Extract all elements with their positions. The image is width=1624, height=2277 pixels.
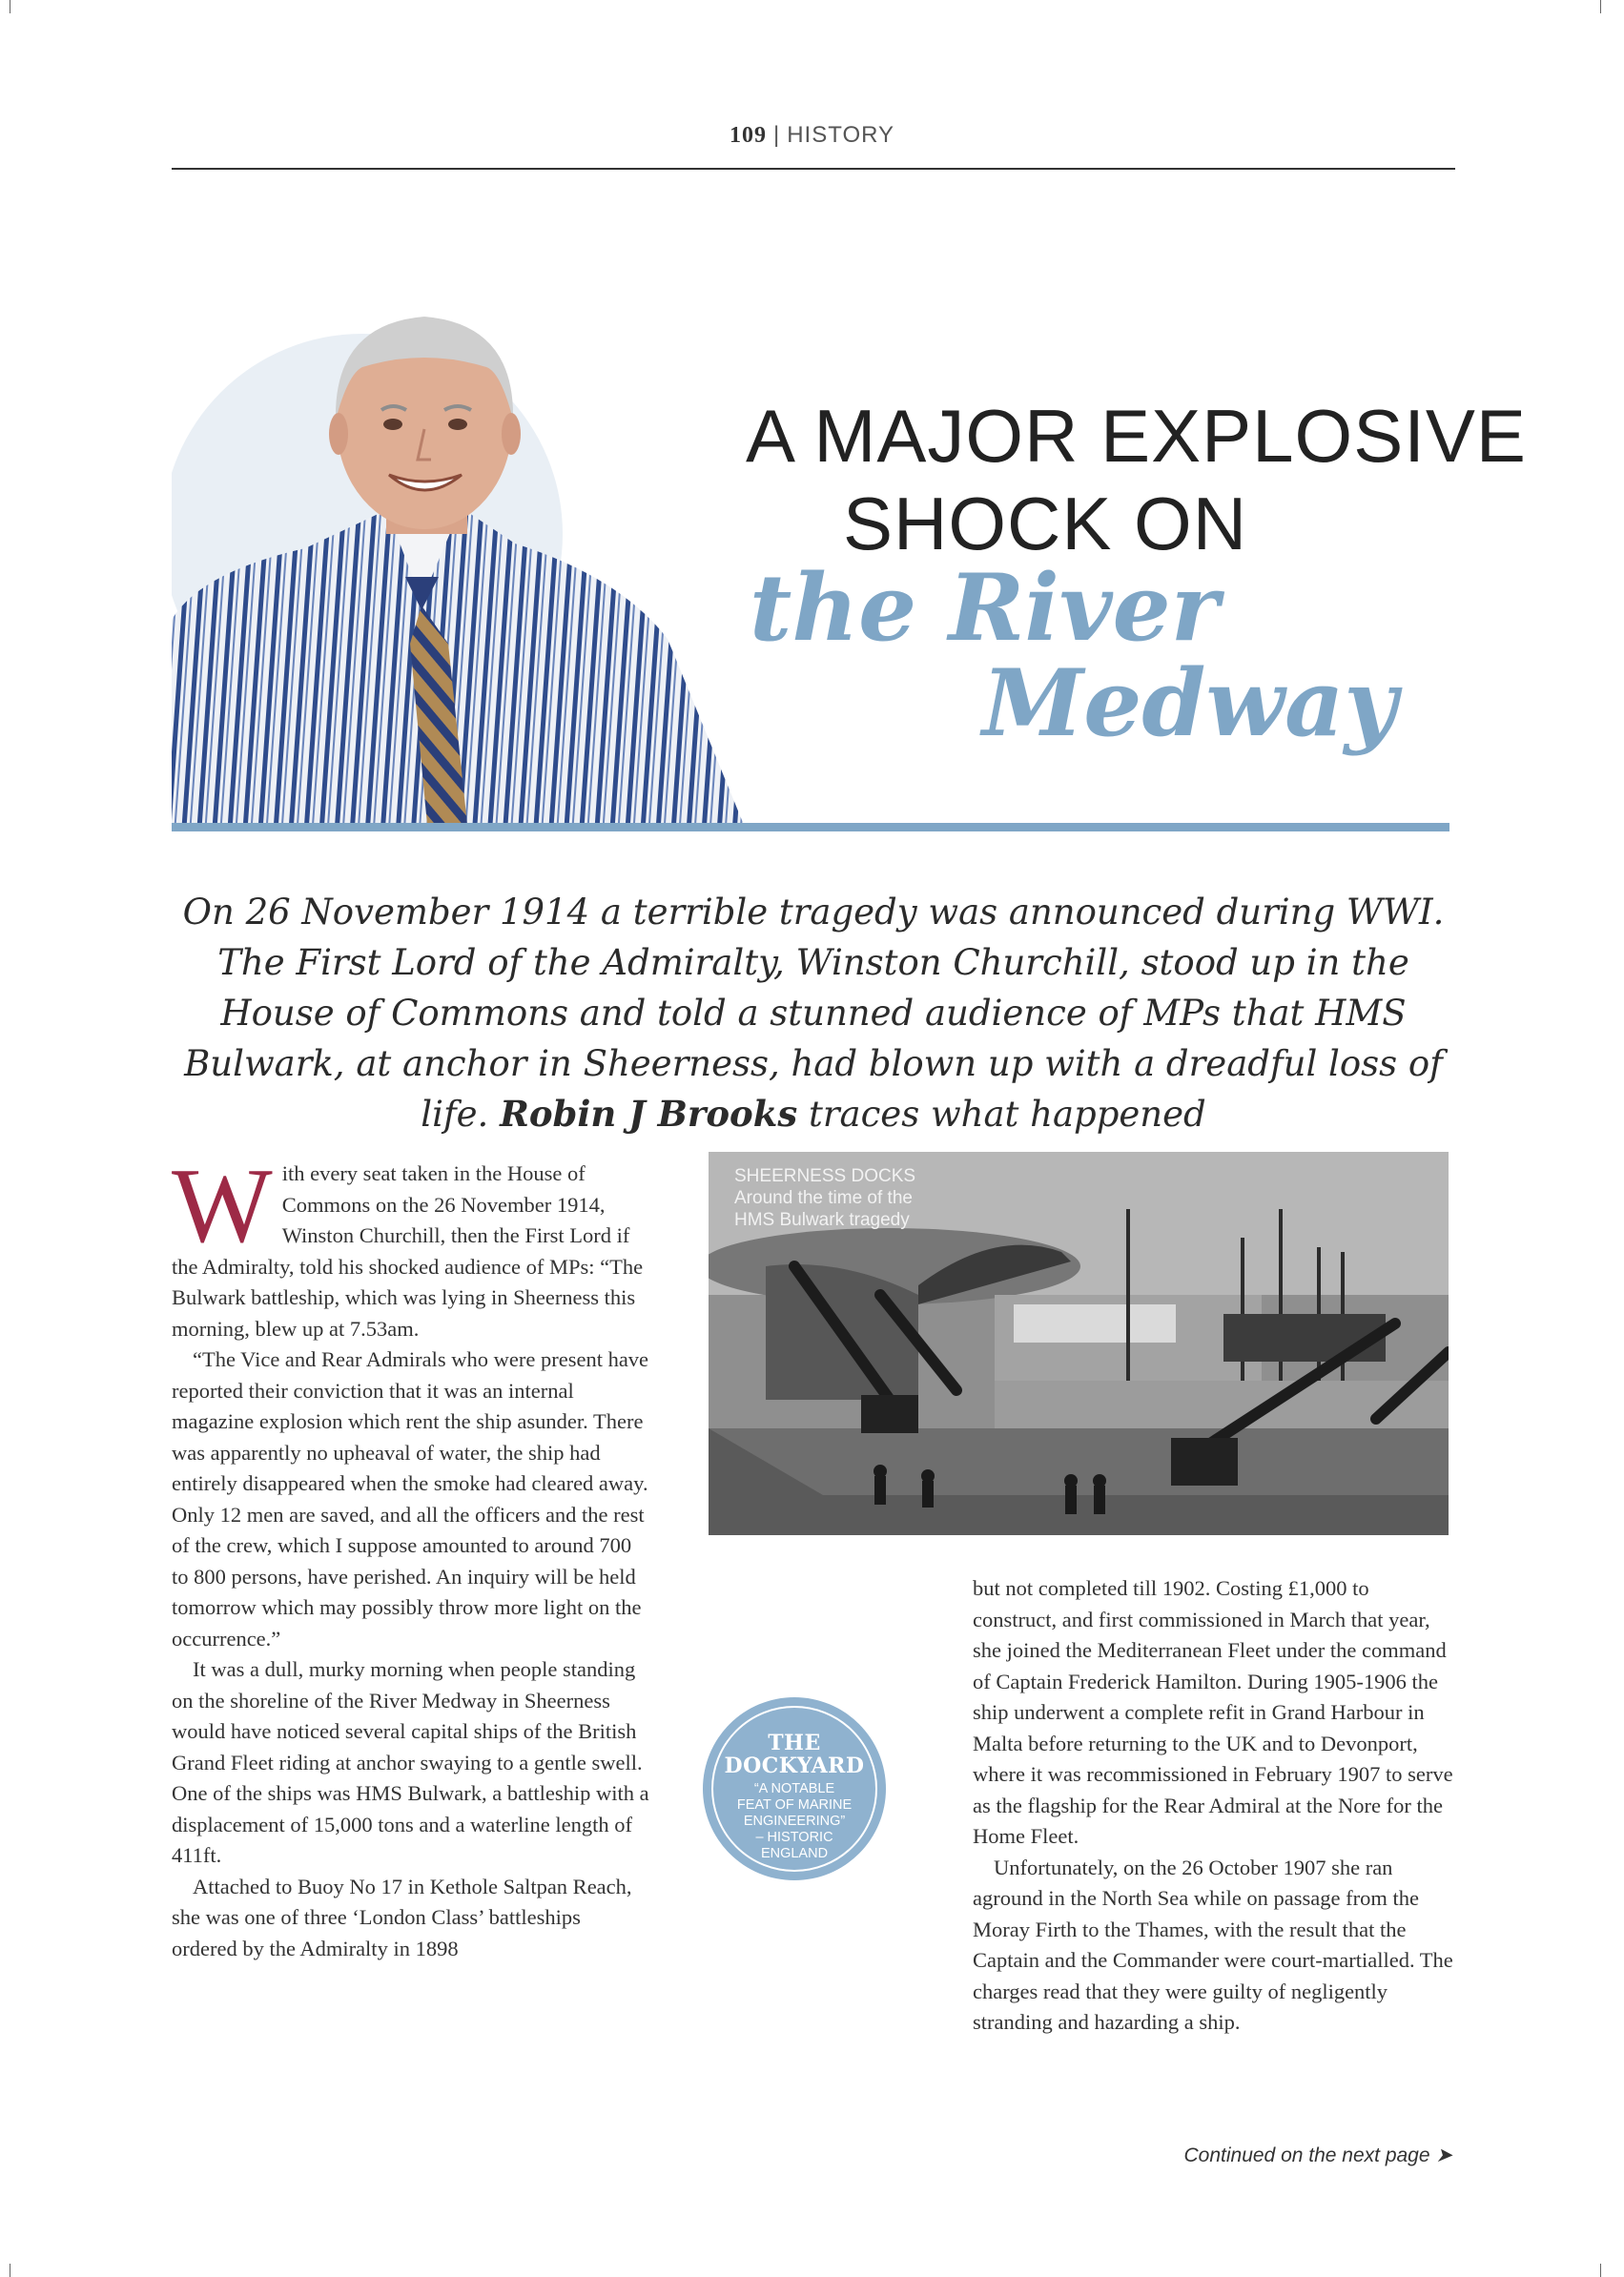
body-paragraph: Attached to Buoy No 17 in Kethole Saltpan Reach, she was one of three ‘London Class’ battleships ordered by the Admiralty in 1898 — [172, 1874, 632, 1960]
crop-mark — [1600, 0, 1601, 13]
page-number: 109 — [729, 123, 767, 148]
continued-note — [1184, 2144, 1453, 2167]
caption-line: HMS Bulwark tragedy — [734, 1210, 910, 1230]
section-name: HISTORY — [787, 122, 895, 148]
caption-line: Around the time of the — [734, 1188, 913, 1208]
header-separator: | — [772, 122, 781, 148]
badge-title: THE DOCKYARD — [724, 1731, 865, 1778]
title-line-3: the River — [750, 554, 1220, 662]
author-name: Robin J Brooks — [500, 1093, 798, 1135]
running-header — [0, 122, 1624, 149]
body-paragraph: With every seat taken in the House of Commons on the 26 November 1914, Winston Churchill, then the First Lord if the Admiralty, told his shocked audience of MPs: “The Bulwark battleship, which was lying in Sheerness this morning, blew up at 7.53am. — [172, 1147, 644, 1341]
body-column-right — [973, 1573, 1455, 2039]
body-paragraph: “The Vice and Rear Admirals who were present have reported their conviction that it was an internal magazine explosion which rent the ship asunder. There was apparently no upheaval of water, the ship had entirely disappeared when the smoke had cleared away. Only 12 men are saved, and all the officers and the rest of the crew, which I suppose amounted to around 700 to 800 persons, have perished. An inquiry will be held tomorrow which may possibly throw more light on the occurrence.” — [172, 1347, 649, 1651]
standfirst-tail: traces what happened — [808, 1094, 1206, 1135]
title-accent-bar — [172, 823, 1449, 831]
body-paragraph: It was a dull, murky morning when people standing on the shoreline of the River Medway in Sheerness would have noticed several capital ships of the British Grand Fleet riding at anchor swaying to a gentle swell. One of the ships was HMS Bulwark, a battleship with a displacement of 15,000 tons and a waterline length of 411ft. — [172, 1657, 649, 1867]
drop-cap: W — [172, 1147, 273, 1265]
header-rule — [172, 168, 1455, 170]
author-portrait — [172, 315, 763, 825]
body-column-left — [172, 1147, 651, 1964]
arrow-icon: ➤ — [1435, 2144, 1452, 2166]
title-line-4: Medway — [982, 649, 1398, 757]
badge-quote: “A NOTABLE FEAT OF MARINE ENGINEERING” – HISTORIC ENGLAND — [736, 1781, 853, 1861]
photo-caption — [734, 1165, 915, 1231]
title-line-1: A MAJOR EXPLOSIVE — [746, 394, 1527, 478]
body-paragraph: but not completed till 1902. Costing £1,000 to construct, and first commissioned in March that year, she joined the Mediterranean Fleet under the command of Captain Frederick Hamilton. During 1905-1906 the ship underwent a complete refit in Grand Harbour in Malta before returning to the UK and to Devonport, where it was recommissioned in February 1907 to serve as the flagship for the Rear Admiral at the Nore for the Home Fleet. — [973, 1576, 1453, 1848]
title-line-2: SHOCK ON — [843, 482, 1248, 565]
body-paragraph: Unfortunately, on the 26 October 1907 she ran aground in the North Sea while on passage from the Moray Firth to the Thames, with the result that the Captain and the Commander were court-martialled. The charges read that they were guilty of negligently stranding and hazarding a ship. — [973, 1855, 1453, 2034]
standfirst — [172, 887, 1455, 1139]
continued-text: Continued on the next page — [1183, 2144, 1430, 2166]
dockyard-badge — [703, 1697, 886, 1880]
crop-mark — [1600, 2264, 1601, 2277]
standfirst-text: On 26 November 1914 a terrible tragedy was announced during WWI. The First Lord of the Admiralty, Winston Churchill, stood up in the House of Commons and told a stunned audience of MPs that HMS Bulwark, at anchor in Sheerness, had blown up with a dreadful loss of life. — [182, 892, 1445, 1135]
caption-title: SHEERNESS DOCKS — [734, 1166, 916, 1186]
